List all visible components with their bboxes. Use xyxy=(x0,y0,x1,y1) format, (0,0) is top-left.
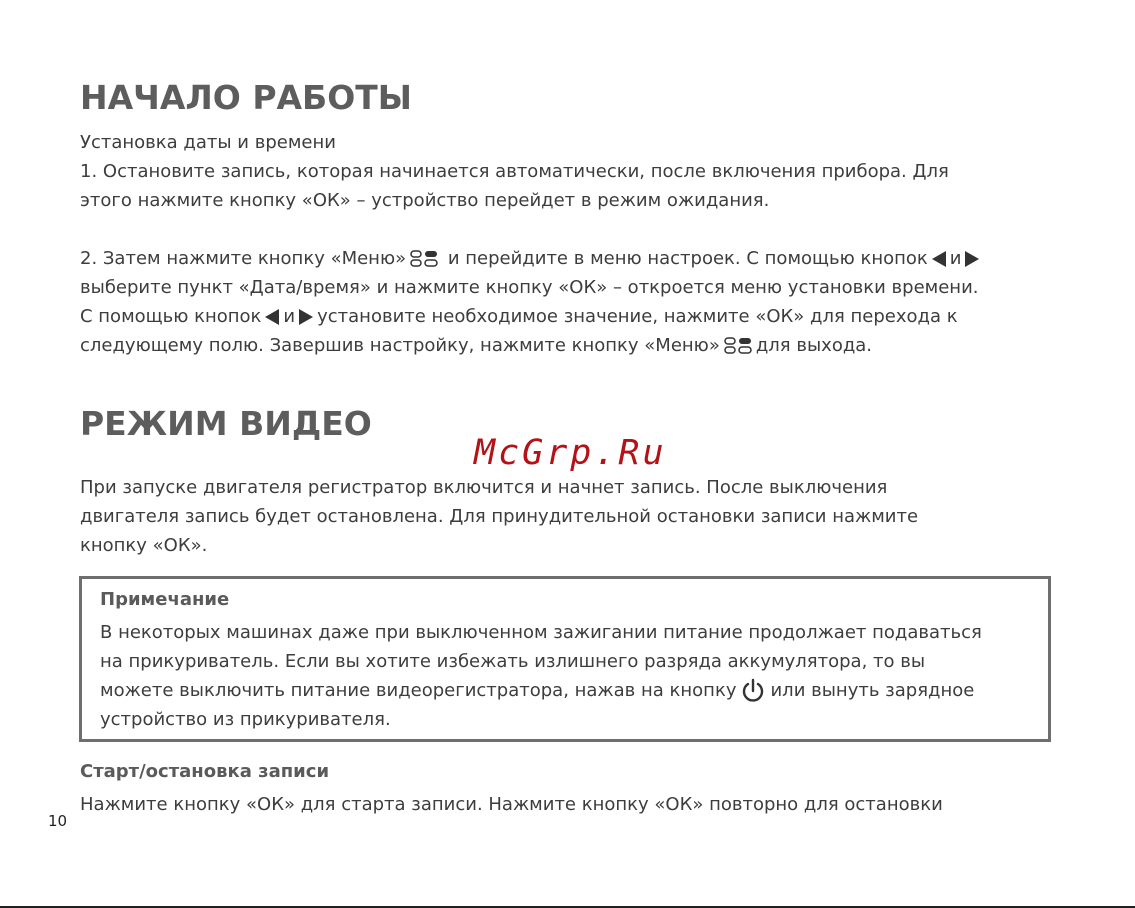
step2-line1-text-a: 2. Затем нажмите кнопку «Меню» xyxy=(80,248,407,269)
video-line3: кнопку «ОК». xyxy=(80,535,208,556)
subsection-title-start-stop: Старт/остановка записи xyxy=(80,761,330,782)
step2-line1-text-c: и xyxy=(949,248,962,269)
arrow-right-icon xyxy=(299,309,313,325)
note-line3-text-b: или вынуть зарядное xyxy=(770,680,975,701)
section-title-getting-started: НАЧАЛО РАБОТЫ xyxy=(80,78,412,117)
section-title-video-mode: РЕЖИМ ВИДЕО xyxy=(80,404,372,443)
step2-line3-text-c: установите необходимое значение, нажмите «ОК» для перехода к xyxy=(317,306,958,327)
step2-line4-text-b: для выхода. xyxy=(755,335,873,356)
menu-icon xyxy=(410,250,438,268)
arrow-right-icon xyxy=(965,251,979,267)
arrow-left-icon xyxy=(265,309,279,325)
step2-line3 xyxy=(80,302,958,331)
step2-line2: выберите пункт «Дата/время» и нажмите кнопку «ОК» – откроется меню установки времени. xyxy=(80,277,979,298)
menu-icon xyxy=(724,337,752,355)
watermark: McGrp.Ru xyxy=(474,433,667,473)
note-title: Примечание xyxy=(100,589,230,610)
note-line4: устройство из прикуривателя. xyxy=(100,709,391,730)
step2-line4 xyxy=(80,331,872,360)
step2-line3-text-a: С помощью кнопок xyxy=(80,306,262,327)
video-line2: двигателя запись будет остановлена. Для принудительной остановки записи нажмите xyxy=(80,506,919,527)
note-line1: В некоторых машинах даже при выключенном зажигании питание продолжает подаваться xyxy=(100,622,982,643)
step1-line1: 1. Остановите запись, которая начинается автоматически, после включения прибора. Для xyxy=(80,161,949,182)
step2-line1 xyxy=(80,244,983,273)
start-stop-line1: Нажмите кнопку «ОК» для старта записи. Нажмите кнопку «ОК» повторно для остановки xyxy=(80,794,943,815)
video-line1: При запуске двигателя регистратор включится и начнет запись. После выключения xyxy=(80,477,888,498)
step2-line4-text-a: следующему полю. Завершив настройку, нажмите кнопку «Меню» xyxy=(80,335,720,356)
arrow-left-icon xyxy=(932,251,946,267)
note-line2: на прикуриватель. Если вы хотите избежать излишнего разряда аккумулятора, то вы xyxy=(100,651,926,672)
step1-line2: этого нажмите кнопку «ОК» – устройство перейдет в режим ожидания. xyxy=(80,190,770,211)
note-line3-text-a: можете выключить питание видеорегистратора, нажав на кнопку xyxy=(100,680,737,701)
step2-line1-text-b: и перейдите в меню настроек. С помощью кнопок xyxy=(442,248,928,269)
subtitle-date-time: Установка даты и времени xyxy=(80,132,336,153)
note-line3 xyxy=(100,676,974,705)
page-number: 10 xyxy=(48,812,68,830)
power-icon xyxy=(740,678,766,704)
step2-line3-text-b: и xyxy=(283,306,296,327)
